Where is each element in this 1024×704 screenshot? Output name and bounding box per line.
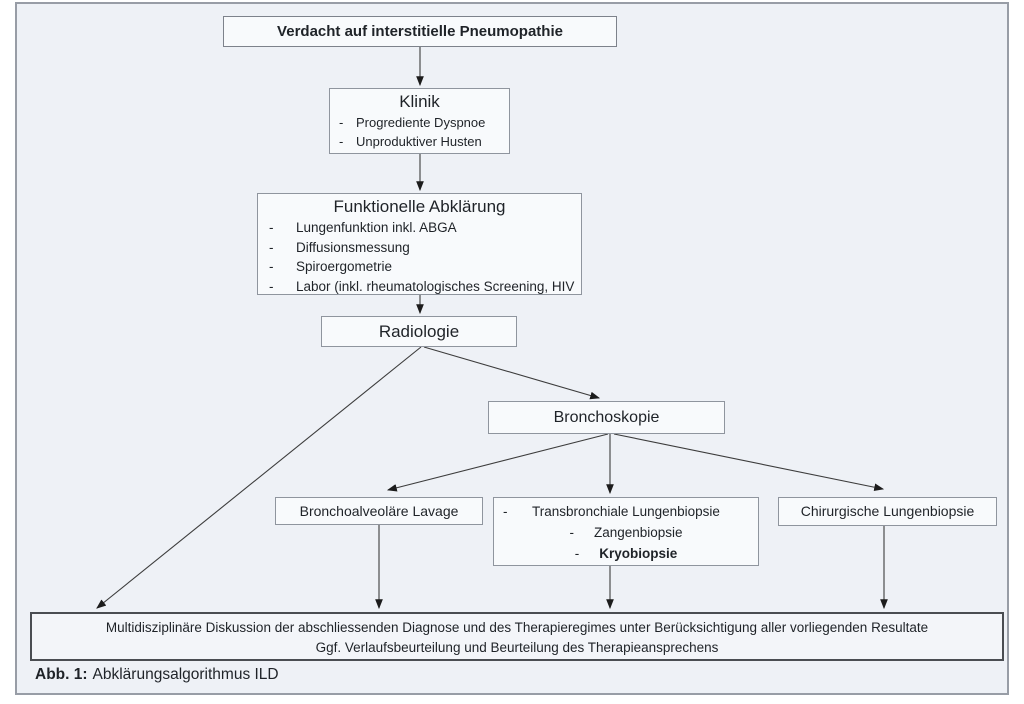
bullet-dash: - (503, 504, 508, 519)
list-item-text: Progrediente Dyspnoe (356, 115, 486, 130)
bullet-dash: - (269, 220, 274, 235)
node-tbb-title: Transbronchiale Lungenbiopsie (532, 504, 720, 519)
figure-frame (15, 2, 1009, 695)
node-bronchoalveolaere-lavage: Bronchoalveoläre Lavage (275, 497, 483, 525)
list-item (269, 218, 581, 238)
list-item-text: Zangenbiopsie (593, 525, 683, 540)
list-item (269, 277, 581, 297)
node-bronchoskopie: Bronchoskopie (488, 401, 725, 434)
node-chirurgische-lungenbiopsie: Chirurgische Lungenbiopsie (778, 497, 997, 526)
bullet-dash: - (339, 115, 344, 130)
mdd-line2: Ggf. Verlaufsbeurteilung und Beurteilung des Therapieansprechens (315, 640, 719, 655)
list-item (269, 257, 581, 277)
node-funktionelle-abklaerung (257, 193, 582, 295)
list-item (339, 132, 509, 151)
list-item (494, 543, 758, 564)
list-item-text: Spiroergometrie (296, 259, 393, 274)
list-item-text: Diffusionsmessung (296, 239, 410, 255)
caption-label: Abb. 1: (35, 666, 88, 683)
mdd-line1: Multidisziplinäre Diskussion der abschliessenden Diagnose und des Therapieregimes unter Berücksichtigung aller vorliegenden Resultate (105, 620, 929, 635)
bullet-dash: - (269, 239, 274, 255)
node-funktionelle-items (258, 218, 581, 296)
list-item (269, 238, 581, 258)
list-item (339, 113, 509, 132)
node-verdacht: Verdacht auf interstitielle Pneumopathie (223, 16, 617, 47)
list-item-text: Lungenfunktion inkl. ABGA (296, 220, 457, 235)
node-tbb-title-row (494, 498, 758, 522)
list-item-text: Unproduktiver Husten (356, 134, 482, 149)
node-multidisziplinaere-diskussion (30, 612, 1004, 661)
node-radiologie: Radiologie (321, 316, 517, 347)
node-klinik (329, 88, 510, 154)
bullet-dash: - (269, 259, 274, 274)
node-klinik-items (330, 113, 509, 151)
list-item-text: Labor (inkl. rheumatologisches Screening, HIV (296, 278, 575, 294)
list-item (494, 522, 758, 543)
node-transbronchiale-lungenbiopsie (493, 497, 759, 566)
figure-caption (35, 666, 279, 684)
bullet-dash: - (269, 278, 274, 294)
caption-text: Abklärungsalgorithmus ILD (92, 666, 279, 683)
list-item-text: Kryobiopsie (599, 546, 678, 561)
bullet-dash: - (574, 546, 580, 561)
node-klinik-title: Klinik (399, 92, 440, 111)
node-funktionelle-title: Funktionelle Abklärung (333, 197, 506, 216)
bullet-dash: - (569, 525, 574, 540)
bullet-dash: - (339, 134, 344, 149)
